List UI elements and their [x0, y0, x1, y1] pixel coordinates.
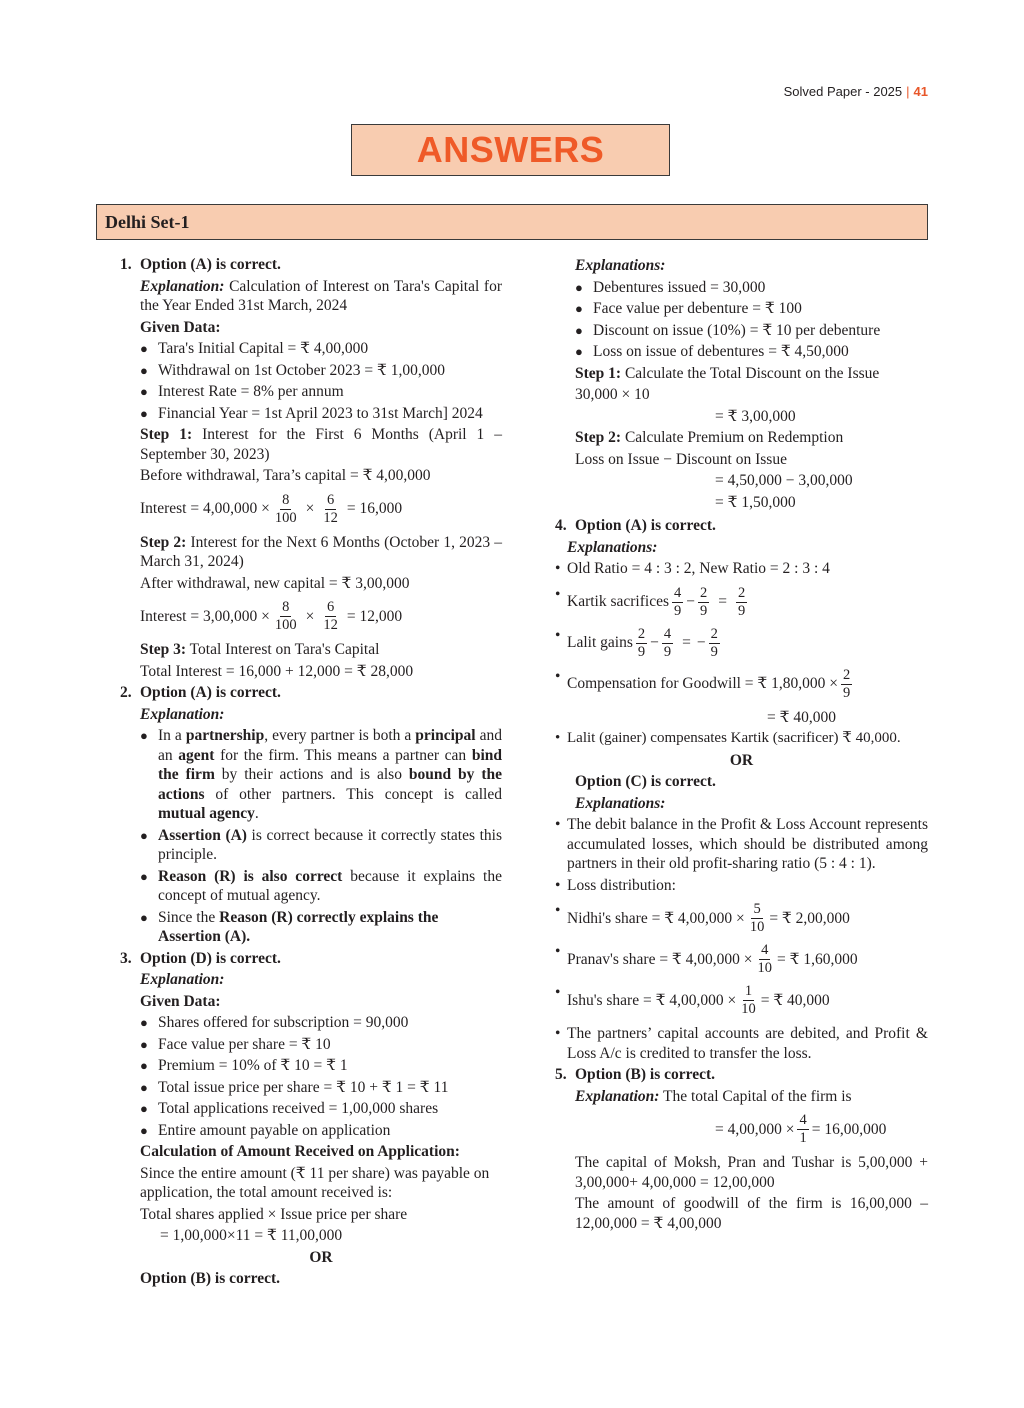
q1-after: After withdrawal, new capital = ₹ 3,00,000 — [140, 574, 410, 592]
set-title: Delhi Set-1 — [96, 204, 928, 240]
q4-explanations-label: Explanations: — [567, 538, 658, 556]
q1-step1: Step 1: Interest for the First 6 Months (April 1 – September 30, 2023) — [140, 426, 502, 463]
list-item: ● Total issue price per share = ₹ 10 + ₹ 1 = ₹ 11 — [140, 1078, 502, 1098]
q5-heading: 5. Option (B) is correct. — [555, 1066, 716, 1083]
lalit-line: • Lalit gains $\frac{2}{9}$ − $\frac{4}{9}$ = − $\frac{2}{9}$ — [555, 626, 928, 661]
q3-explanation-label: Explanation: — [140, 971, 225, 988]
right-column — [555, 254, 928, 1235]
loss-result: = ₹ 1,50,000 — [715, 493, 796, 511]
q3-calc-text: Since the entire amount (₹ 11 per share) was payable on application, the total amount received is: — [140, 1164, 490, 1201]
step1-calc: 30,000 × 10 — [575, 386, 650, 403]
q4-alt-option: Option (C) is correct. — [575, 773, 716, 790]
q1-before: Before withdrawal, Tara’s capital = ₹ 4,00,000 — [140, 467, 431, 484]
page-number: 41 — [913, 84, 928, 99]
q1-step2: Step 2: Interest for the Next 6 Months (October 1, 2023 – March 31, 2024) — [140, 533, 502, 570]
header-title: Solved Paper - 2025 — [783, 84, 903, 99]
list-item: ● Discount on issue (10%) = ₹ 10 per debenture — [575, 321, 928, 341]
loss-line: Loss on Issue − Discount on Issue — [575, 450, 787, 468]
q3-formula: Total shares applied × Issue price per share — [140, 1205, 408, 1223]
q5-line2: The amount of goodwill of the firm is 16,00,000 – 12,00,000 = ₹ 4,00,000 — [575, 1195, 928, 1232]
q2-explanation-label: Explanation: — [140, 705, 225, 723]
list-item: • Old Ratio = 4 : 3 : 2, New Ratio = 2 : 3 : 4 — [555, 559, 928, 579]
q1-given-label: Given Data: — [140, 318, 221, 336]
left-column — [120, 254, 502, 1291]
q3-alt-option: Option (B) is correct. — [140, 1270, 281, 1287]
list-item: ● Debentures issued = 30,000 — [575, 278, 928, 298]
list-item: ● Withdrawal on 1st October 2023 = ₹ 1,00,000 — [140, 361, 502, 381]
nidhi-share: • Nidhi's share = ₹ 4,00,000 × $\frac{5}{10}$ = ₹ 2,00,000 — [555, 901, 928, 936]
step1-result: = ₹ 3,00,000 — [715, 407, 796, 425]
q3-or: OR — [309, 1248, 333, 1266]
list-item: • The partners’ capital accounts are debited, and Profit & Loss A/c is credited to transfer the loss. — [555, 1024, 928, 1063]
ishu-share: • Ishu's share = ₹ 4,00,000 × $\frac{1}{10}$ = ₹ 40,000 — [555, 983, 928, 1018]
q1-total: Total Interest = 16,000 + 12,000 = ₹ 28,000 — [140, 662, 414, 680]
q1-heading: 1. Option (A) is correct. — [120, 256, 281, 273]
q2-heading: 2. Option (A) is correct. — [120, 684, 281, 701]
q3-calc-heading: Calculation of Amount Received on Application: — [140, 1143, 460, 1160]
q4-alt-explanations: Explanations: — [575, 794, 666, 812]
loss-calc: = 4,50,000 − 3,00,000 — [715, 472, 853, 489]
q5-capital-eq: = 4,00,000 × $\frac{4}{1}$ = 16,00,000 — [715, 1112, 887, 1146]
q5-line1: The capital of Moksh, Pran and Tushar is 5,00,000 + 3,00,000+ 4,00,000 = 12,00,000 — [575, 1154, 928, 1191]
list-item: ● Face value per debenture = ₹ 100 — [575, 299, 928, 319]
step2: Step 2: Calculate Premium on Redemption — [575, 429, 844, 446]
q1-interest-eq1: Interest = 4,00,000 × $\frac{8}{100}$ × $\frac{6}{12}$ = 16,000 — [140, 491, 403, 526]
list-item: ● Total applications received = 1,00,000 shares — [140, 1099, 502, 1119]
step1: Step 1: Calculate the Total Discount on the Issue — [575, 364, 880, 382]
compensation-result: = ₹ 40,000 — [767, 708, 836, 726]
list-item: ● Face value per share = ₹ 10 — [140, 1035, 502, 1055]
pranav-share: • Pranav's share = ₹ 4,00,000 × $\frac{4}{10}$ = ₹ 1,60,000 — [555, 942, 928, 977]
list-item: ● Interest Rate = 8% per annum — [140, 382, 502, 402]
q5-explanation: Explanation: The total Capital of the firm is — [575, 1087, 852, 1105]
list-item: ● Since the Reason (R) correctly explains the Assertion (A). — [140, 908, 502, 947]
explanations-label: Explanations: — [575, 257, 666, 274]
q1-interest-eq2: Interest = 3,00,000 × $\frac{8}{100}$ × $\frac{6}{12}$ = 12,000 — [140, 599, 403, 633]
list-item: ● Shares offered for subscription = 90,000 — [140, 1013, 502, 1033]
list-item: ● Entire amount payable on application — [140, 1121, 502, 1141]
q3-result: = 1,00,000×11 = ₹ 11,00,000 — [160, 1227, 343, 1244]
list-item: • Loss distribution: — [555, 876, 928, 896]
running-header — [784, 84, 928, 99]
list-item: ● Loss on issue of debentures = ₹ 4,50,000 — [575, 342, 928, 362]
compensation-line: • Compensation for Goodwill = ₹ 1,80,000 × $\frac{2}{9}$ — [555, 667, 928, 702]
list-item: ● Premium = 10% of ₹ 10 = ₹ 1 — [140, 1056, 502, 1076]
q4-or: OR — [729, 751, 754, 769]
list-item: ● Assertion (A) is correct because it correctly states this principle. — [140, 826, 502, 865]
q1-explanation: Explanation: Calculation of Interest on Tara's Capital for the Year Ended 31st March, 2024 — [140, 277, 502, 314]
list-item: ● Reason (R) is also correct because it explains the concept of mutual agency. — [140, 867, 502, 906]
list-item: • The debit balance in the Profit & Loss Account represents accumulated losses, which should be distributed among partners in their old profit-sharing ratio (5 : 4 : 1). — [555, 815, 928, 874]
header-separator: | — [906, 84, 910, 99]
list-item: • Lalit (gainer) compensates Kartik (sacrificer) ₹ 40,000. — [555, 729, 928, 749]
q1-step3: Step 3: Total Interest on Tara's Capital — [140, 641, 380, 658]
list-item: ● Tara's Initial Capital = ₹ 4,00,000 — [140, 339, 502, 359]
q4-heading: 4. Option (A) is correct. — [555, 517, 716, 534]
q3-given-label: Given Data: — [140, 992, 221, 1010]
list-item: ● In a partnership, every partner is both a principal and an agent for the firm. This means a partner can bind the firm by their actions and is also bound by the actions of other partners. This concept is called mutual agency. — [140, 726, 502, 824]
q3-heading: 3. Option (D) is correct. — [120, 949, 281, 967]
list-item: ● Financial Year = 1st April 2023 to 31st March] 2024 — [140, 404, 502, 424]
kartik-line: • Kartik sacrifices $\frac{4}{9}$ − $\frac{2}{9}$ = $\frac{2}{9}$ — [555, 585, 928, 620]
answers-banner: ANSWERS — [351, 124, 670, 176]
